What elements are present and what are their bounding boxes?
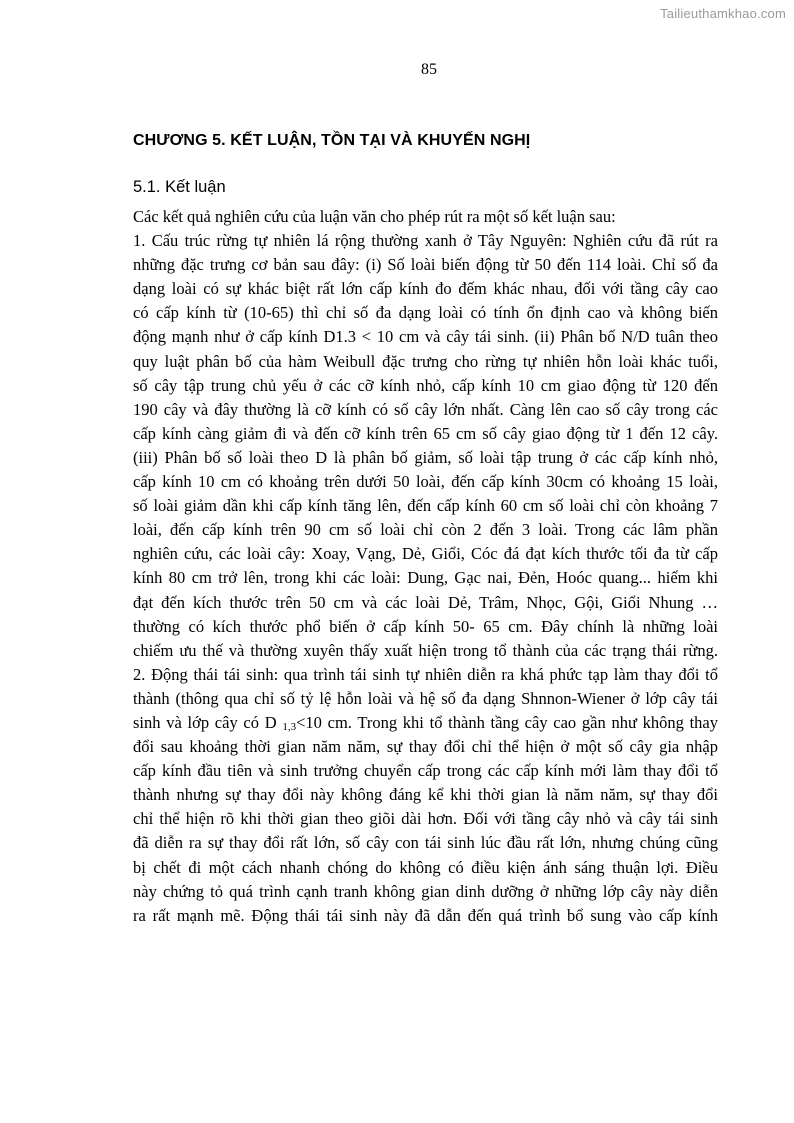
text-line-part: sinh và lớp cây có D (133, 712, 283, 732)
section-title: 5.1. Kết luận (133, 178, 226, 196)
subscript: 1,3 (282, 720, 297, 733)
text-line: có cấp kính từ (10-65) thì chỉ số đa dạng loài có tính ổn định cao và không biến (133, 303, 718, 323)
text-line (133, 711, 718, 735)
text-line: số loài giảm dần khi cấp kính tăng lên, đến cấp kính 60 cm số loài chỉ còn khoảng 7 (133, 496, 718, 516)
text-line: thành nhưng sự thay đổi này không đáng kể khi thời gian là năm năm, sự thay đổi (133, 785, 718, 805)
chapter-title: CHƯƠNG 5. KẾT LUẬN, TỒN TẠI VÀ KHUYẾN NGHỊ (133, 132, 531, 149)
text-line: đã diễn ra sự thay đổi rất lớn, số cây con tái sinh lúc đầu rất lớn, nhưng chúng cũng (133, 833, 718, 853)
watermark: Tailieuthamkhao.com (660, 6, 786, 21)
text-line: cấp kính càng giảm đi và đến cỡ kính trên 65 cm số cây giao động từ 1 đến 12 cây. (133, 423, 718, 443)
text-line: 1. Cấu trúc rừng tự nhiên lá rộng thường xanh ở Tây Nguyên: Nghiên cứu đã rút ra (133, 231, 718, 251)
text-line: cấp kính 10 cm có khoảng trên dưới 50 loài, đến cấp kính 30cm có khoảng 15 loài, (133, 472, 718, 492)
text-line: 2. Động thái tái sinh: qua trình tái sinh tự nhiên diễn ra khá phức tạp làm thay đổi tổ (133, 664, 718, 684)
text-line: chỉ thể hiện rõ khi thời gian theo giõi dài hơn. Đối với tầng cây nhỏ và cây tái sinh (133, 809, 718, 829)
text-line: dạng loài có sự khác biệt rất lớn cấp kính đo đếm khác nhau, đối với tầng cây cao (133, 279, 718, 299)
text-line: ra rất mạnh mẽ. Động thái tái sinh này đã dẫn đến quá trình bổ sung vào cấp kính (133, 905, 718, 925)
text-line: loài, đến cấp kính trên 90 cm số loài chỉ còn 2 đến 3 loài. Trong các lâm phần (133, 520, 718, 540)
text-line: thành (thông qua chỉ số tỷ lệ hỗn loài và hệ số đa dạng Shnnon-Wiener ở lớp cây tái (133, 688, 718, 708)
text-line: thường có kích thước phổ biến ở cấp kính 50- 65 cm. Đây chính là những loài (133, 616, 718, 636)
text-line: quy luật phân bố của hàm Weibull đặc trưng cho rừng tự nhiên hỗn loài khác tuổi, (133, 351, 718, 371)
body-text (133, 205, 718, 928)
text-line: chiếm ưu thế và thường xuyên thấy xuất hiện trong tổ thành của các trạng thái rừng. (133, 640, 718, 660)
text-line: này chứng tỏ quá trình cạnh tranh không gian dinh dưỡng ở những lớp cây này diễn (133, 881, 718, 901)
text-line: nghiên cứu, các loài cây: Xoay, Vạng, Dẻ, Giổi, Cóc đá đạt kích thước tối đa từ cấp (133, 544, 718, 564)
text-line: bị chết đi một cách nhanh chóng do không có điều kiện ánh sáng thuận lợi. Điều (133, 857, 718, 877)
text-line: cấp kính đầu tiên và sinh trưởng chuyển cấp trong các cấp kính mới làm thay đổi tổ (133, 761, 718, 781)
text-line: đổi sau khoảng thời gian năm năm, sự thay đổi chỉ thể hiện ở một số cây gia nhập (133, 737, 718, 757)
text-line: (iii) Phân bố số loài theo D là phân bố giảm, số loài tập trung ở các cấp kính nhỏ, (133, 447, 718, 467)
text-line-part: <10 cm. Trong khi tổ thành tầng cây cao gần như không thay (296, 712, 718, 732)
text-line: kính 80 cm trở lên, trong khi các loài: Dung, Gạc nai, Đẻn, Hoóc quang... hiếm khi (133, 568, 718, 588)
text-line: những đặc trưng cơ bản sau đây: (i) Số loài biến động từ 50 đến 114 loài. Chỉ số đa (133, 255, 718, 275)
text-line: Các kết quả nghiên cứu của luận văn cho phép rút ra một số kết luận sau: (133, 207, 616, 226)
text-line: số cây tập trung chủ yếu ở các cỡ kính nhỏ, cấp kính 10 cm giao động từ 120 đến (133, 375, 718, 395)
page-number: 85 (421, 61, 437, 78)
text-line: 190 cây và đây thường là cỡ kính có số cây lớn nhất. Càng lên cao số cây trong các (133, 399, 718, 419)
text-line: động mạnh như ở cấp kính D1.3 < 10 cm và cây tái sinh. (ii) Phân bố N/D tuân theo (133, 327, 718, 347)
text-line: đạt đến kích thước trên 50 cm và các loài Dẻ, Trâm, Nhọc, Gội, Giổi Nhung … (133, 592, 718, 612)
